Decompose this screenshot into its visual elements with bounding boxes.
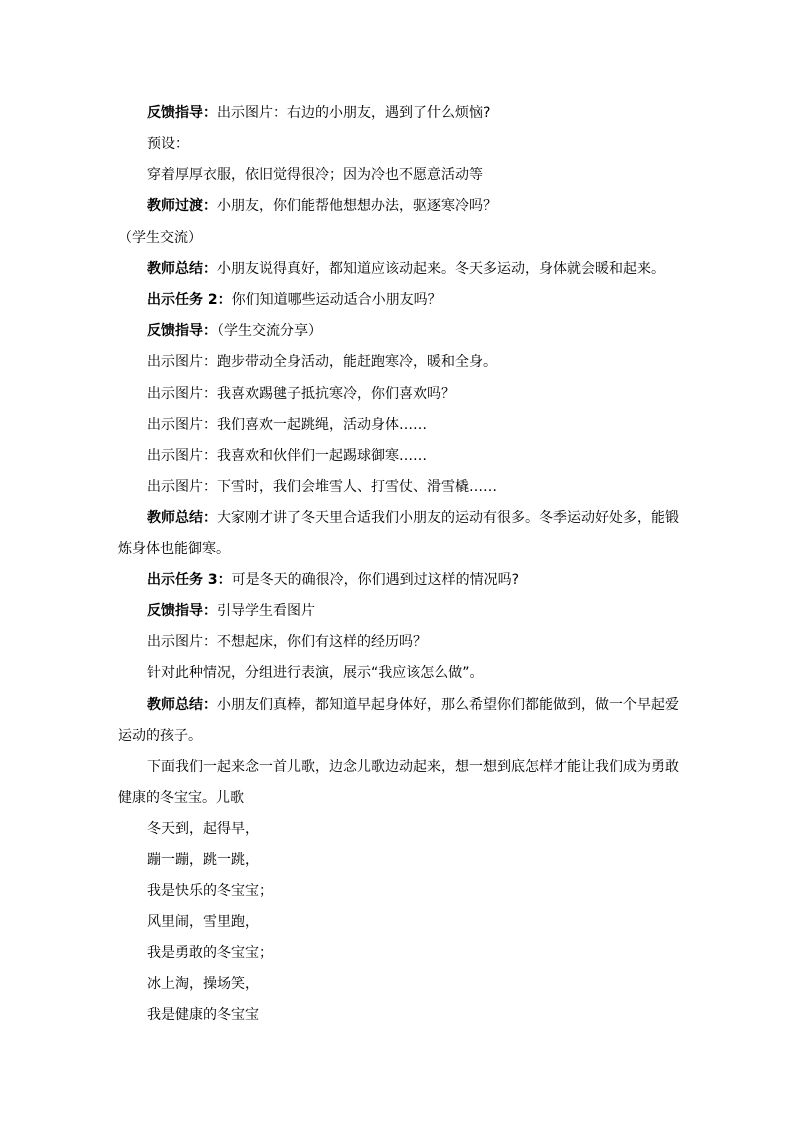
paragraph-image-shuttlecock (147, 385, 455, 403)
paragraph-text: 出示图片：我喜欢踢毽子抵抗寒冷，你们喜欢吗？ (147, 386, 455, 402)
paragraph-text: 大家刚才讲了冬天里合适我们小朋友的运动有很多。冬季运动好处多，能锻 (217, 510, 679, 526)
paragraph-text: 出示图片：不想起床，你们有这样的经历吗？ (147, 634, 427, 650)
paragraph-text: 穿着厚厚衣服，依旧觉得很冷；因为冷也不愿意活动等 (147, 167, 483, 183)
paragraph-feedback-2 (147, 322, 322, 340)
paragraph-text: 运动的孩子。 (118, 728, 202, 744)
rhyme-text: 冰上淘，操场笑， (147, 976, 259, 992)
paragraph-text: 可是冬天的确很冷，你们遇到过这样的情况吗? (231, 572, 520, 588)
rhyme-line-2 (147, 851, 259, 869)
paragraph-task-2 (147, 291, 442, 309)
rhyme-line-6 (147, 975, 259, 993)
paragraph-label: 反馈指导： (147, 603, 217, 619)
rhyme-text: 我是快乐的冬宝宝； (147, 883, 273, 899)
paragraph-image-wakeup (147, 633, 427, 651)
paragraph-image-running (147, 353, 497, 371)
paragraph-label: 反馈指导： (147, 105, 217, 121)
rhyme-line-7 (147, 1006, 259, 1024)
paragraph-text: 炼身体也能御寒。 (118, 541, 230, 557)
rhyme-text: 风里闹，雪里跑， (147, 914, 259, 930)
paragraph-label: 教师总结： (147, 697, 217, 713)
paragraph-preset-answer (147, 166, 483, 184)
paragraph-teacher-summary-2 (147, 509, 679, 527)
paragraph-image-football (147, 447, 427, 465)
paragraph-teacher-summary-3 (147, 696, 679, 714)
paragraph-teacher-summary-1 (147, 260, 665, 278)
rhyme-text: 我是健康的冬宝宝 (147, 1007, 259, 1023)
rhyme-text: 蹦一蹦，跳一跳， (147, 852, 259, 868)
paragraph-text: （学生交流） (118, 230, 202, 246)
rhyme-line-3 (147, 882, 273, 900)
paragraph-text: （学生交流分享） (217, 323, 322, 339)
paragraph-label: 教师总结： (147, 510, 217, 526)
paragraph-teacher-summary-2-cont (118, 540, 230, 558)
paragraph-label: 反馈指导： (147, 323, 217, 339)
paragraph-feedback-3 (147, 602, 315, 620)
paragraph-preset (147, 135, 189, 153)
paragraph-text: 小朋友们真棒，都知道早起身体好，那么希望你们都能做到，做一个早起爱 (217, 697, 679, 713)
paragraph-text: 出示图片：跑步带动全身活动，能赶跑寒冷，暖和全身。 (147, 354, 497, 370)
paragraph-label: 出示任务 3： (147, 572, 232, 588)
paragraph-image-rope (147, 416, 427, 434)
paragraph-nursery-intro (147, 758, 679, 776)
paragraph-label: 出示任务 2： (147, 292, 232, 308)
rhyme-line-4 (147, 913, 259, 931)
paragraph-teacher-summary-3-cont (118, 727, 202, 745)
rhyme-line-5 (147, 944, 273, 962)
paragraph-text: 出示图片：我们喜欢一起跳绳，活动身体…… (147, 417, 427, 433)
paragraph-text: 引导学生看图片 (217, 603, 315, 619)
paragraph-text: 出示图片：我喜欢和伙伴们一起踢球御寒…… (147, 448, 427, 464)
paragraph-label: 教师总结： (147, 261, 217, 277)
rhyme-line-1 (147, 820, 259, 838)
paragraph-nursery-intro-cont (118, 789, 244, 807)
paragraph-text: 你们知道哪些运动适合小朋友吗？ (231, 292, 442, 308)
paragraph-teacher-transition (147, 197, 497, 215)
paragraph-group-performance (147, 664, 484, 682)
paragraph-text: 小朋友说得真好，都知道应该动起来。冬天多运动，身体就会暖和起来。 (217, 261, 665, 277)
paragraph-text: 下面我们一起来念一首儿歌，边念儿歌边动起来，想一想到底怎样才能让我们成为勇敢 (147, 759, 679, 775)
paragraph-text: 小朋友，你们能帮他想想办法，驱逐寒冷吗？ (217, 198, 497, 214)
paragraph-image-snow (147, 478, 497, 496)
rhyme-text: 我是勇敢的冬宝宝； (147, 945, 273, 961)
paragraph-text: 预设： (147, 136, 189, 152)
paragraph-task-3 (147, 571, 519, 589)
paragraph-feedback-1 (147, 104, 490, 122)
paragraph-text: 出示图片：右边的小朋友，遇到了什么烦恼? (217, 105, 491, 121)
paragraph-label: 教师过渡： (147, 198, 217, 214)
paragraph-student-exchange (118, 229, 202, 247)
paragraph-text: 健康的冬宝宝。儿歌 (118, 790, 244, 806)
paragraph-text: 出示图片：下雪时，我们会堆雪人、打雪仗、滑雪橇…… (147, 479, 497, 495)
paragraph-text: 针对此种情况，分组进行表演，展示“我应该怎么做”。 (147, 665, 484, 681)
rhyme-text: 冬天到，起得早， (147, 821, 259, 837)
